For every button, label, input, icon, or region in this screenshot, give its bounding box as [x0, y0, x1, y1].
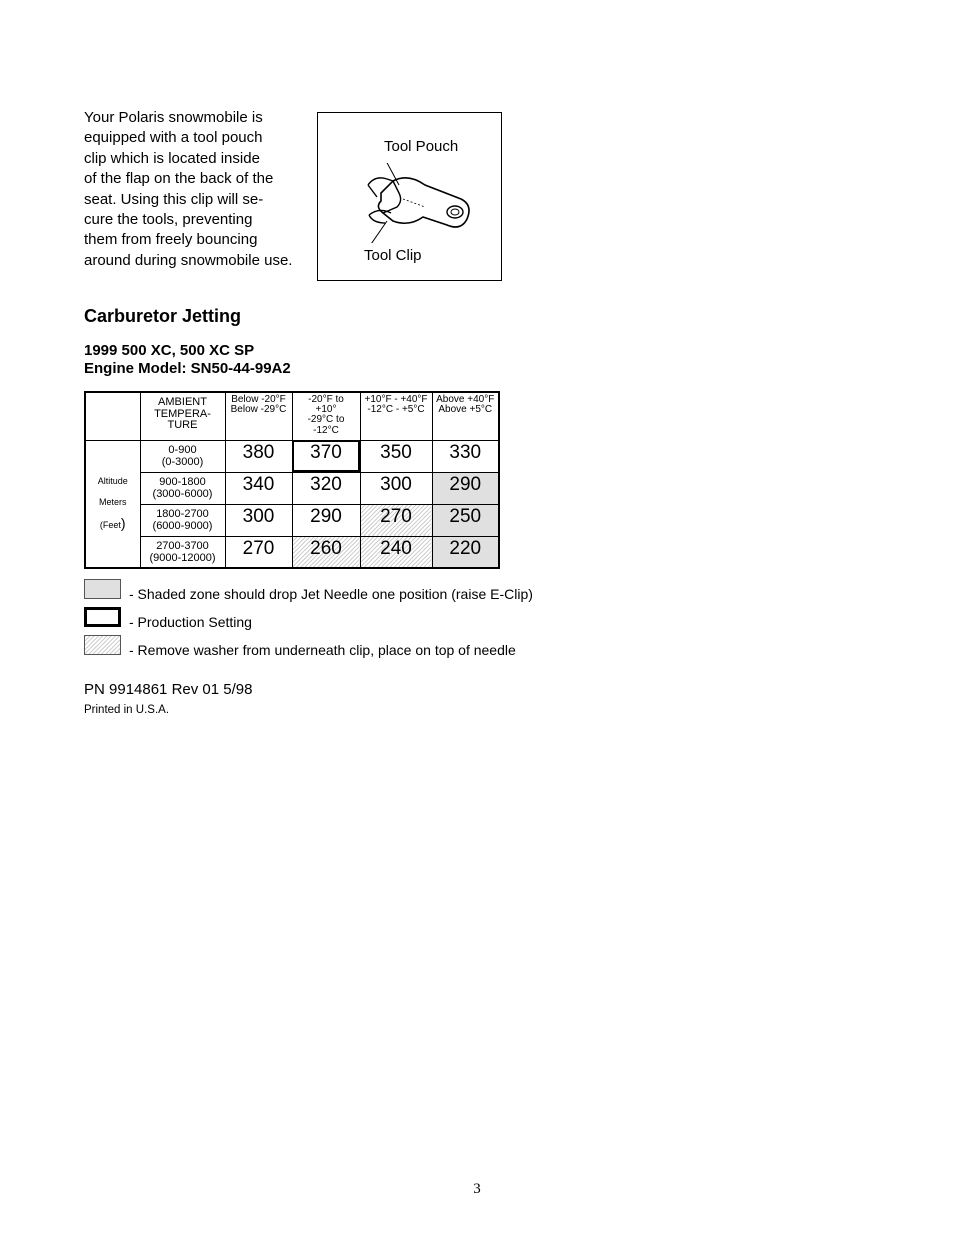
temp-column-header: +10°F - +40°F -12°C - +5°C: [360, 392, 432, 440]
model-subtitle: [84, 342, 291, 378]
jet-value-shaded: 250: [432, 504, 499, 536]
intro-line: of the flap on the back of the: [84, 170, 274, 188]
jet-value: 300: [360, 472, 432, 504]
intro-line: cure the tools, preventing: [84, 211, 253, 229]
tool-pouch-figure: [317, 112, 502, 281]
jet-value: 300: [225, 504, 292, 536]
part-number: PN 9914861 Rev 01 5/98: [84, 681, 253, 698]
altitude-label: Altitude Meters (Feet): [85, 440, 140, 568]
hatched-swatch: [84, 635, 121, 655]
jet-value: 320: [292, 472, 360, 504]
legend-production-text: - Production Setting: [129, 614, 252, 630]
jet-value: 380: [225, 440, 292, 472]
jet-value: 290: [292, 504, 360, 536]
jet-value: 270: [225, 536, 292, 568]
jet-value-production: 370: [292, 440, 360, 472]
intro-paragraph: [84, 108, 302, 271]
jetting-table: [84, 391, 500, 569]
tool-clip-label: Tool Clip: [364, 247, 422, 264]
section-title: Carburetor Jetting: [84, 306, 242, 326]
engine-model: Engine Model: SN50-44-99A2: [84, 360, 291, 377]
intro-line: around during snowmobile use.: [84, 251, 293, 269]
production-swatch: [84, 607, 121, 627]
altitude-range: 900-1800 (3000-6000): [140, 472, 225, 504]
tool-pouch-illustration: [363, 163, 473, 243]
temp-column-header: -20°F to +10° -29°C to -12°C: [292, 392, 360, 440]
temp-column-header: Below -20°F Below -29°C: [225, 392, 292, 440]
jet-value-shaded: 290: [432, 472, 499, 504]
legend-shaded-text: - Shaded zone should drop Jet Needle one position (raise E-Clip): [129, 586, 533, 602]
jet-value-hatched: 260: [292, 536, 360, 568]
intro-line: equipped with a tool pouch: [84, 129, 263, 147]
intro-line: seat. Using this clip will se-: [84, 190, 264, 208]
model-name: 1999 500 XC, 500 XC SP: [84, 342, 255, 359]
jet-value-hatched: 270: [360, 504, 432, 536]
altitude-range: 0-900 (0-3000): [140, 440, 225, 472]
intro-line: them from freely bouncing: [84, 231, 258, 249]
legend-hatched-text: - Remove washer from underneath clip, place on top of needle: [129, 642, 516, 658]
corner-cell: [85, 392, 140, 440]
jet-value-shaded: 220: [432, 536, 499, 568]
temp-column-header: Above +40°F Above +5°C: [432, 392, 499, 440]
altitude-range: 1800-2700 (6000-9000): [140, 504, 225, 536]
page-number: 3: [473, 1181, 481, 1197]
intro-line: Your Polaris snowmobile is: [84, 109, 263, 126]
jet-value-hatched: 240: [360, 536, 432, 568]
intro-line: clip which is located inside: [84, 149, 260, 167]
jet-value: 330: [432, 440, 499, 472]
tool-pouch-label: Tool Pouch: [384, 138, 459, 155]
ambient-temp-header: AMBIENT TEMPERA- TURE: [140, 392, 225, 440]
printed-in: Printed in U.S.A.: [84, 704, 170, 716]
shaded-swatch: [84, 579, 121, 599]
jet-value: 340: [225, 472, 292, 504]
altitude-range: 2700-3700 (9000-12000): [140, 536, 225, 568]
jet-value: 350: [360, 440, 432, 472]
